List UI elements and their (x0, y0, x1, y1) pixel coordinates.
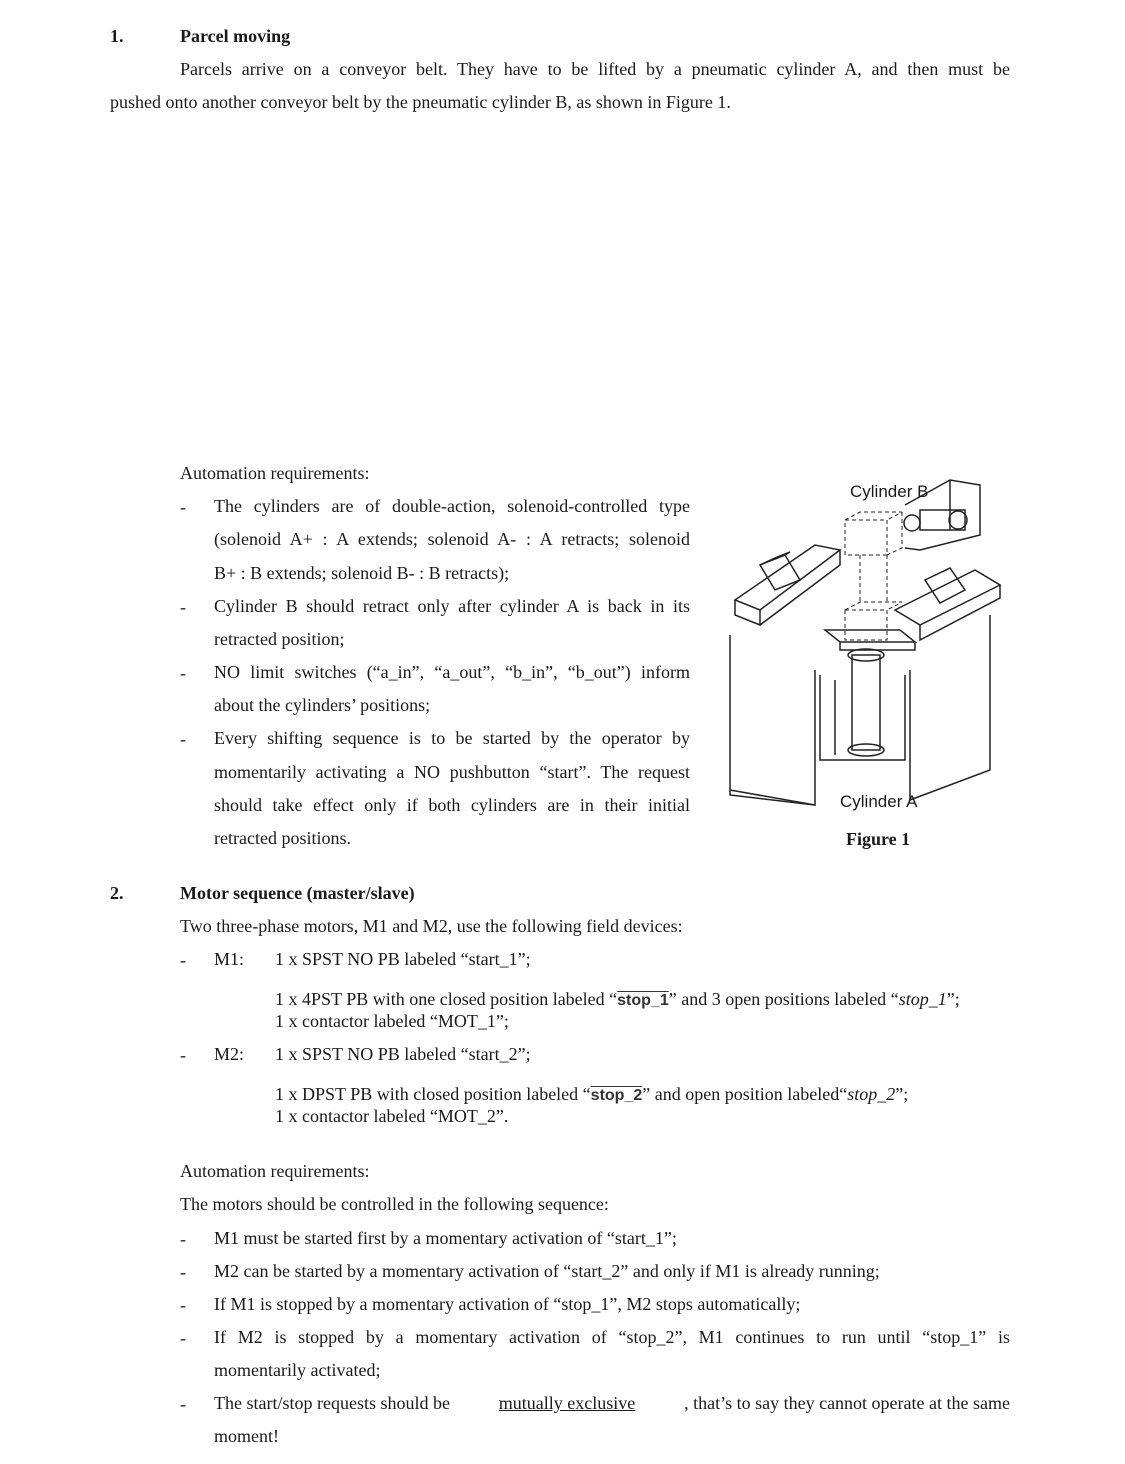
section-title: Parcel moving (180, 26, 291, 46)
device-line: 1 x SPST NO PB labeled “start_1”; (275, 949, 531, 969)
figure-1-illustration (720, 470, 1010, 820)
bullet-dash: - (180, 1328, 186, 1348)
bullet-text: NO limit switches (“a_in”, “a_out”, “b_in”, “b_out”) inform (214, 662, 690, 682)
bullet-text: M1 must be started first by a momentary activation of “start_1”; (214, 1228, 677, 1248)
bullet-text: Cylinder B should retract only after cylinder A is back in its (214, 596, 690, 616)
bullet-text: retracted position; (214, 629, 345, 649)
section-number: 1. (110, 26, 124, 46)
device-line: 1 x contactor labeled “MOT_1”; (275, 1011, 509, 1031)
bullet-dash: - (180, 950, 186, 970)
bullet-dash: - (180, 663, 186, 683)
bullet-text: Every shifting sequence is to be started by the operator by (214, 728, 690, 748)
bullet-dash: - (180, 597, 186, 617)
lift-platform (825, 630, 915, 642)
bullet-dash: - (180, 1295, 186, 1315)
device-line: 1 x SPST NO PB labeled “start_2”; (275, 1044, 531, 1064)
bullet-text: retracted positions. (214, 828, 351, 848)
bullet-text: The start/stop requests should be mutually exclusive , that’s to say they cannot operate at the same (214, 1393, 1010, 1413)
bullet-text: If M1 is stopped by a momentary activation of “stop_1”, M2 stops automatically; (214, 1294, 801, 1314)
right-conveyor (895, 570, 1000, 625)
device-line: 1 x 4PST PB with one closed position labeled “stop_1” and 3 open positions labeled “stop_1”; (275, 989, 960, 1009)
paragraph-line: The motors should be controlled in the following sequence: (180, 1194, 609, 1214)
section-title: Motor sequence (master/slave) (180, 883, 415, 903)
stop-2-overline: stop_2 (590, 1087, 643, 1104)
bullet-text: B+ : B extends; solenoid B- : B retracts); (214, 563, 510, 583)
bullet-text: about the cylinders’ positions; (214, 695, 431, 715)
section-number: 2. (110, 883, 124, 903)
emphasis-underline: mutually exclusive (498, 1393, 636, 1413)
right-wall (910, 615, 990, 800)
bullet-text: If M2 is stopped by a momentary activation of “stop_2”, M1 continues to run until “stop_1” is (214, 1327, 1010, 1347)
device-label: M1: (214, 949, 245, 969)
bullet-text: (solenoid A+ : A extends; solenoid A- : A retracts; solenoid (214, 529, 690, 549)
parcel-dashed-top (845, 520, 887, 555)
device-line: 1 x DPST PB with closed position labeled “stop_2” and open position labeled“stop_2”; (275, 1084, 909, 1104)
bullet-text: momentarily activating a NO pushbutton “start”. The request (214, 762, 690, 782)
device-line: 1 x contactor labeled “MOT_2”. (275, 1106, 509, 1126)
figure-label-cylinder-b: Cylinder B (850, 482, 929, 501)
device-label: M2: (214, 1044, 245, 1064)
figure-label-cylinder-a: Cylinder A (840, 792, 918, 811)
requirements-heading: Automation requirements: (180, 1161, 370, 1181)
paragraph-line: pushed onto another conveyor belt by the pneumatic cylinder B, as shown in Figure 1. (110, 92, 731, 112)
bullet-text: should take effect only if both cylinders are in their initial (214, 795, 690, 815)
cylinder-a-body (852, 655, 880, 750)
paragraph-line: Parcels arrive on a conveyor belt. They have to be lifted by a pneumatic cylinder A, and then must be (180, 59, 1010, 79)
bullet-dash: - (180, 1045, 186, 1065)
bullet-text: momentarily activated; (214, 1360, 381, 1380)
bullet-text: The cylinders are of double-action, solenoid-controlled type (214, 496, 690, 516)
bullet-text: M2 can be started by a momentary activation of “start_2” and only if M1 is already running; (214, 1261, 880, 1281)
figure-caption: Figure 1 (846, 829, 911, 849)
bullet-dash: - (180, 1394, 186, 1414)
left-wall (730, 635, 815, 805)
bullet-dash: - (180, 1262, 186, 1282)
parcel-dashed-mid (845, 610, 887, 640)
cylinder-b-body (920, 510, 965, 530)
stop-1-overline: stop_1 (617, 992, 669, 1009)
bullet-dash: - (180, 497, 186, 517)
requirements-heading: Automation requirements: (180, 463, 370, 483)
bullet-text: moment! (214, 1426, 279, 1446)
bullet-dash: - (180, 1229, 186, 1249)
paragraph-line: Two three-phase motors, M1 and M2, use the following field devices: (180, 916, 683, 936)
bullet-dash: - (180, 729, 186, 749)
